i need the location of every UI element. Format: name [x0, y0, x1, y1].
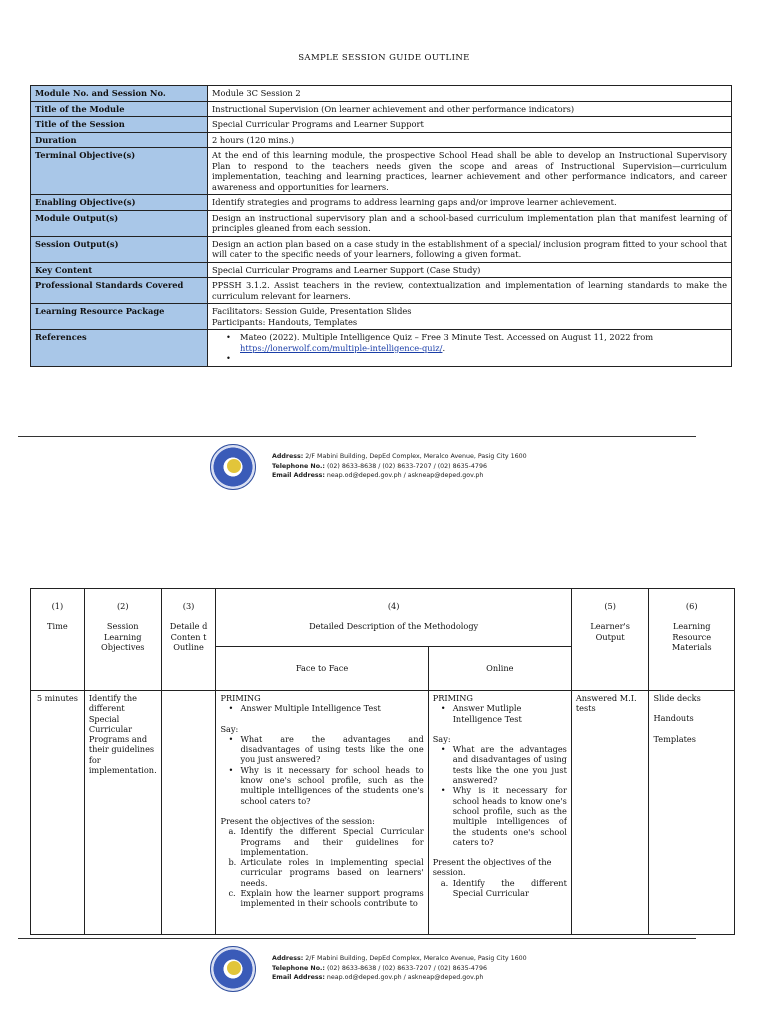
- participants-materials: Participants: Handouts, Templates: [212, 316, 358, 327]
- table-row: [31, 278, 732, 304]
- list-item: [226, 857, 423, 888]
- page-title: SAMPLE SESSION GUIDE OUTLINE: [298, 53, 470, 63]
- list-item: • Why is it necessary for school heads to know one's school profile, such as the multiple intelligences of the students one's school caters to?: [439, 785, 567, 847]
- footer-contact: [272, 954, 527, 983]
- address-label: Address:: [272, 955, 304, 962]
- priming-list: [433, 703, 567, 724]
- list-text: Identify the different Special Curricular Programs and their guidelines for implementation.: [240, 826, 424, 857]
- reference-link[interactable]: https://lonerwolf.com/multiple-intelligence-quiz/: [240, 342, 443, 353]
- row-label: Title of the Session: [31, 117, 208, 133]
- list-item: • Answer Multiple Intelligence Test: [226, 703, 423, 713]
- time-cell: 5 minutes: [31, 691, 85, 935]
- row-value: Instructional Supervision (On learner achievement and other performance indicators): [208, 101, 732, 117]
- row-label: Session Output(s): [31, 236, 208, 262]
- methodology-table: [30, 588, 735, 935]
- col-header-time: [31, 589, 85, 691]
- col-header-content: [161, 589, 216, 691]
- list-item: • Why is it necessary for school heads to know one's school profile, such as the multiple intelligences of the students one's school caters to?: [226, 765, 423, 806]
- row-value: Design an instructional supervisory plan and a school-based curriculum implementation plan that manifest learning of principles gleaned from each session.: [208, 210, 732, 236]
- reference-list: [212, 332, 727, 364]
- say-label: Say:: [220, 723, 239, 734]
- telephone-label: Telephone No.:: [272, 462, 325, 470]
- subheader-online: Online: [428, 647, 571, 691]
- telephone-text: (02) 8633-8638 / (02) 8633-7207 / (02) 8635-4796: [326, 462, 487, 470]
- list-marker: c.: [228, 888, 236, 899]
- email-label: Email Address:: [272, 974, 325, 981]
- col-number: (2): [116, 601, 129, 611]
- col-number: (1): [51, 601, 64, 611]
- list-item: [439, 878, 567, 899]
- footer: [210, 444, 710, 492]
- table-row: [31, 117, 732, 133]
- list-text: Explain how the learner support programs implemented in their schools contribute to: [240, 888, 424, 909]
- telephone-text: (02) 8633-8638 / (02) 8633-7207 / (02) 8635-4796: [326, 964, 487, 972]
- row-label: Duration: [31, 132, 208, 148]
- table-row: [31, 86, 732, 102]
- address-label: Address:: [272, 453, 304, 460]
- col-header-methodology: [216, 589, 571, 647]
- col-number: (6): [685, 601, 698, 611]
- list-item: • What are the advantages and disadvantages of using tests like the one you just answered?: [439, 744, 567, 785]
- material-item: Slide decks: [653, 693, 701, 703]
- col-title: Learning Resource Materials: [671, 621, 712, 652]
- row-value: At the end of this learning module, the prospective School Head shall be able to develop an Instructional Supervisory Plan to respond to the teachers needs given the scope and areas of Instructional Supervision—curriculum implementation, teaching and learning practices, learner achievement and other performance indicators, and career awareness and opportunities for learners.: [208, 148, 732, 195]
- row-value: [208, 330, 732, 367]
- say-list: [220, 734, 423, 806]
- row-value: [208, 304, 732, 330]
- present-objectives-label: Present the objectives of the session:: [220, 815, 375, 826]
- col-title: Time: [47, 621, 68, 632]
- table-row: [31, 304, 732, 330]
- footer-divider: [18, 938, 696, 939]
- objectives-list: [220, 826, 423, 908]
- email-label: Email Address:: [272, 472, 325, 479]
- col-number: (3): [182, 601, 195, 611]
- footer-contact: [272, 452, 527, 481]
- list-item: • What are the advantages and disadvantages of using tests like the one you just answered?: [226, 734, 423, 765]
- row-label: Enabling Objective(s): [31, 195, 208, 211]
- online-cell: [428, 691, 571, 935]
- priming-heading: PRIMING: [432, 693, 473, 703]
- col-title: Learner's Output: [590, 621, 630, 642]
- row-label: References: [31, 330, 208, 367]
- row-value: PPSSH 3.1.2. Assist teachers in the review, contextualization and implementation of learning standards to make the curriculum relevant for learners.: [208, 278, 732, 304]
- col-header-materials: [649, 589, 735, 691]
- table-row: [31, 132, 732, 148]
- list-marker: a.: [440, 877, 449, 888]
- table-row: [31, 262, 732, 278]
- table-row: [31, 330, 732, 367]
- deped-seal-logo: [210, 444, 256, 490]
- footer: [210, 946, 710, 994]
- objective-cell: Identify the different Special Curricular Programs and their guidelines for implementation.: [84, 691, 161, 935]
- row-label: Terminal Objective(s): [31, 148, 208, 195]
- materials-cell: [649, 691, 735, 935]
- table-row: [31, 691, 735, 935]
- row-label: Module No. and Session No.: [31, 86, 208, 102]
- row-label: Professional Standards Covered: [31, 278, 208, 304]
- list-text: Identify the different Special Curricular: [452, 877, 567, 899]
- deped-seal-logo: [210, 946, 256, 992]
- reference-text: Mateo (2022). Multiple Intelligence Quiz – Free 3 Minute Test. Accessed on August 11, 2022 from: [240, 332, 654, 342]
- facilitators-materials: Facilitators: Session Guide, Presentation Slides: [212, 306, 412, 316]
- subheader-face-to-face: Face to Face: [216, 647, 428, 691]
- list-marker: a.: [228, 826, 236, 837]
- col-title: Detailed Description of the Methodology: [309, 621, 479, 632]
- table-row: [31, 101, 732, 117]
- footer-divider: [18, 436, 696, 437]
- material-item: Handouts: [653, 713, 694, 724]
- email-text: neap.od@deped.gov.ph / askneap@deped.gov.ph: [326, 974, 484, 981]
- face-to-face-cell: [216, 691, 428, 935]
- present-objectives-label: Present the objectives of the session.: [432, 857, 552, 878]
- list-item: [226, 826, 423, 857]
- col-title: Session Learning Objectives: [100, 621, 145, 652]
- row-value: Special Curricular Programs and Learner Support: [208, 117, 732, 133]
- list-text: Articulate roles in implementing special curricular programs based on learners' needs.: [240, 857, 424, 888]
- row-value: 2 hours (120 mins.): [208, 132, 732, 148]
- table-row: [31, 210, 732, 236]
- table-row: [31, 195, 732, 211]
- priming-heading: PRIMING: [220, 693, 261, 703]
- list-marker: b.: [228, 857, 237, 868]
- row-label: Key Content: [31, 262, 208, 278]
- reference-item: [226, 332, 727, 353]
- list-item: [226, 888, 423, 909]
- row-value: Special Curricular Programs and Learner Support (Case Study): [208, 262, 732, 278]
- row-value: Identify strategies and programs to address learning gaps and/or improve learner achievement.: [208, 195, 732, 211]
- output-cell: Answered M.I. tests: [571, 691, 649, 935]
- address-text: 2/F Mabini Building, DepEd Complex, Meralco Avenue, Pasig City 1600: [305, 955, 527, 962]
- row-value: Module 3C Session 2: [208, 86, 732, 102]
- table-row: [31, 236, 732, 262]
- reference-item-empty: [226, 353, 727, 364]
- col-header-objectives: [84, 589, 161, 691]
- content-outline-cell: [161, 691, 216, 935]
- session-outline-table: [30, 85, 732, 367]
- row-value: Design an action plan based on a case study in the establishment of a special/ inclusion program fitted to your school that will cater to the specific needs of your learners, following a given format.: [208, 236, 732, 262]
- say-label: Say:: [432, 733, 451, 744]
- row-label: Title of the Module: [31, 101, 208, 117]
- col-number: (5): [604, 601, 616, 611]
- reference-period: .: [442, 342, 446, 353]
- col-header-output: [571, 589, 649, 691]
- col-number: (4): [387, 601, 400, 611]
- address-text: 2/F Mabini Building, DepEd Complex, Meralco Avenue, Pasig City 1600: [305, 453, 527, 460]
- objectives-list: [433, 878, 567, 899]
- telephone-label: Telephone No.:: [272, 964, 325, 972]
- row-label: Module Output(s): [31, 210, 208, 236]
- row-label: Learning Resource Package: [31, 304, 208, 330]
- say-list: [433, 744, 567, 847]
- priming-list: [220, 703, 423, 713]
- table-row: [31, 148, 732, 195]
- col-title: Detaile d Conten t Outline: [169, 621, 208, 652]
- header-row: [31, 589, 735, 647]
- material-item: Templates: [653, 733, 696, 744]
- list-item: • Answer Mutliple Intelligence Test: [439, 703, 567, 724]
- email-text: neap.od@deped.gov.ph / askneap@deped.gov.ph: [326, 472, 484, 479]
